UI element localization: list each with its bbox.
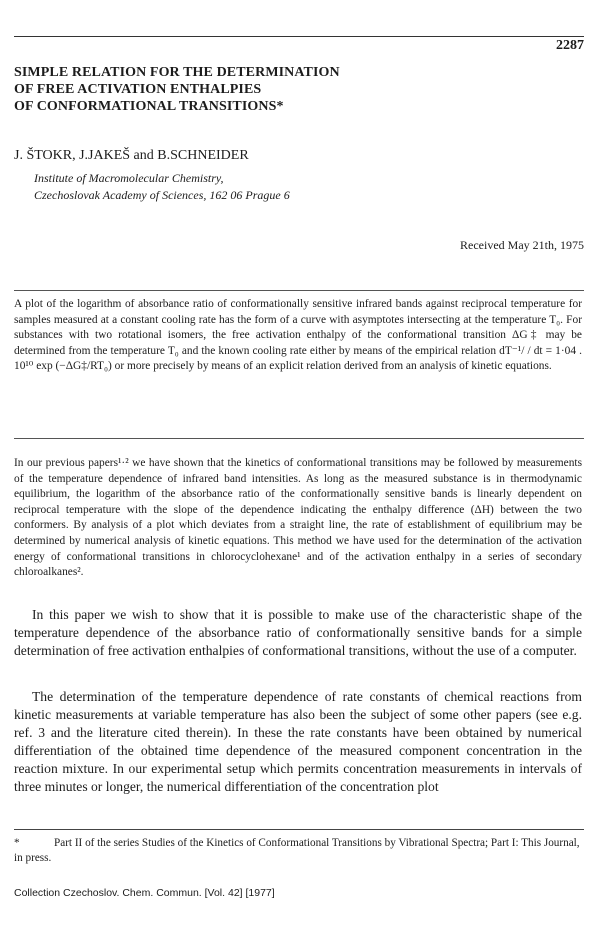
footnote-rule [14,829,584,830]
intro-paragraph: In our previous papers¹·² we have shown that the kinetics of conformational transitions may be followed by measurements of the temperature dependence of infrared band intensities. As long as the measured substance is in thermodynamic equilibrium, the logarithm of the absorbance ratio of the conformationally sensitive bands is linearly dependent on reciprocal temperature with the slope of the dependence indicating the enthalpy difference (ΔH) between the two conformers. By analysis of a plot which deviates from a straight line, the rate of establishment of equilibrium may be determined by numerical analysis of kinetic equations. This method we have used for the determination of the activation energy of conformational transitions in chlorocyclohexane¹ and of the activation enthalpy in a series of secondary chloroalkanes². [14,457,582,579]
header-rule [14,36,584,37]
title-line: OF FREE ACTIVATION ENTHALPIES [14,82,262,97]
abstract-top-rule [14,290,584,291]
journal-citation: Collection Czechoslov. Chem. Commun. [Vol. 42] [1977] [14,887,275,899]
title-line: OF CONFORMATIONAL TRANSITIONS* [14,99,284,114]
authors: J. ŠTOKR, J.JAKEŠ and B.SCHNEIDER [14,148,249,163]
affiliation [34,170,290,204]
footnote-text: Part II of the series Studies of the Kinetics of Conformational Transitions by Vibrational Spectra; Part I: This Journal, in press. [14,837,580,864]
article-title [14,64,574,115]
title-line: SIMPLE RELATION FOR THE DETERMINATION [14,65,340,80]
affiliation-line: Czechoslovak Academy of Sciences, 162 06 Prague 6 [34,188,290,202]
body-paragraph: The determination of the temperature dependence of rate constants of chemical reactions from kinetic measurements at variable temperature has also been the subject of some other papers (see e.g. ref. 3 and the literature cited therein). In these the rate constants have been obtained by numerical differentiation of the obtained time dependence of the measured component concentration in the reaction mixture. In our experimental setup which permits concentration measurements in intervals of three minutes or longer, the numerical differentiation of the concentration plot [14,689,582,794]
footnote [14,836,582,866]
body-paragraph: In this paper we wish to show that it is possible to make use of the characteristic shape of the temperature dependence of the absorbance ratio of conformationally sensitive bands for a simple determination of free activation enthalpies of conformational transitions, without the use of a computer. [14,607,582,658]
footnote-mark: * [14,837,20,849]
affiliation-line: Institute of Macromolecular Chemistry, [34,171,224,185]
page-number: 2287 [556,38,584,53]
abstract: A plot of the logarithm of absorbance ratio of conformationally sensitive infrared bands against reciprocal temperature for samples measured at a constant cooling rate has the form of a curve with asymptotes intersecting at the temperature T₀. For substances with two rotational isomers, the free activation enthalpy of the conformational transition ΔG‡ may be determined from the temperature T₀ and the known cooling rate either by means of the empirical relation dT⁻¹/ / dt = 1·04 . 10¹⁰ exp (−ΔG‡/RT₀) or more precisely by means of an explicit relation derived from an analysis of kinetic equations. [14,298,582,373]
received-date: Received May 21th, 1975 [460,238,584,252]
abstract-bottom-rule [14,438,584,439]
